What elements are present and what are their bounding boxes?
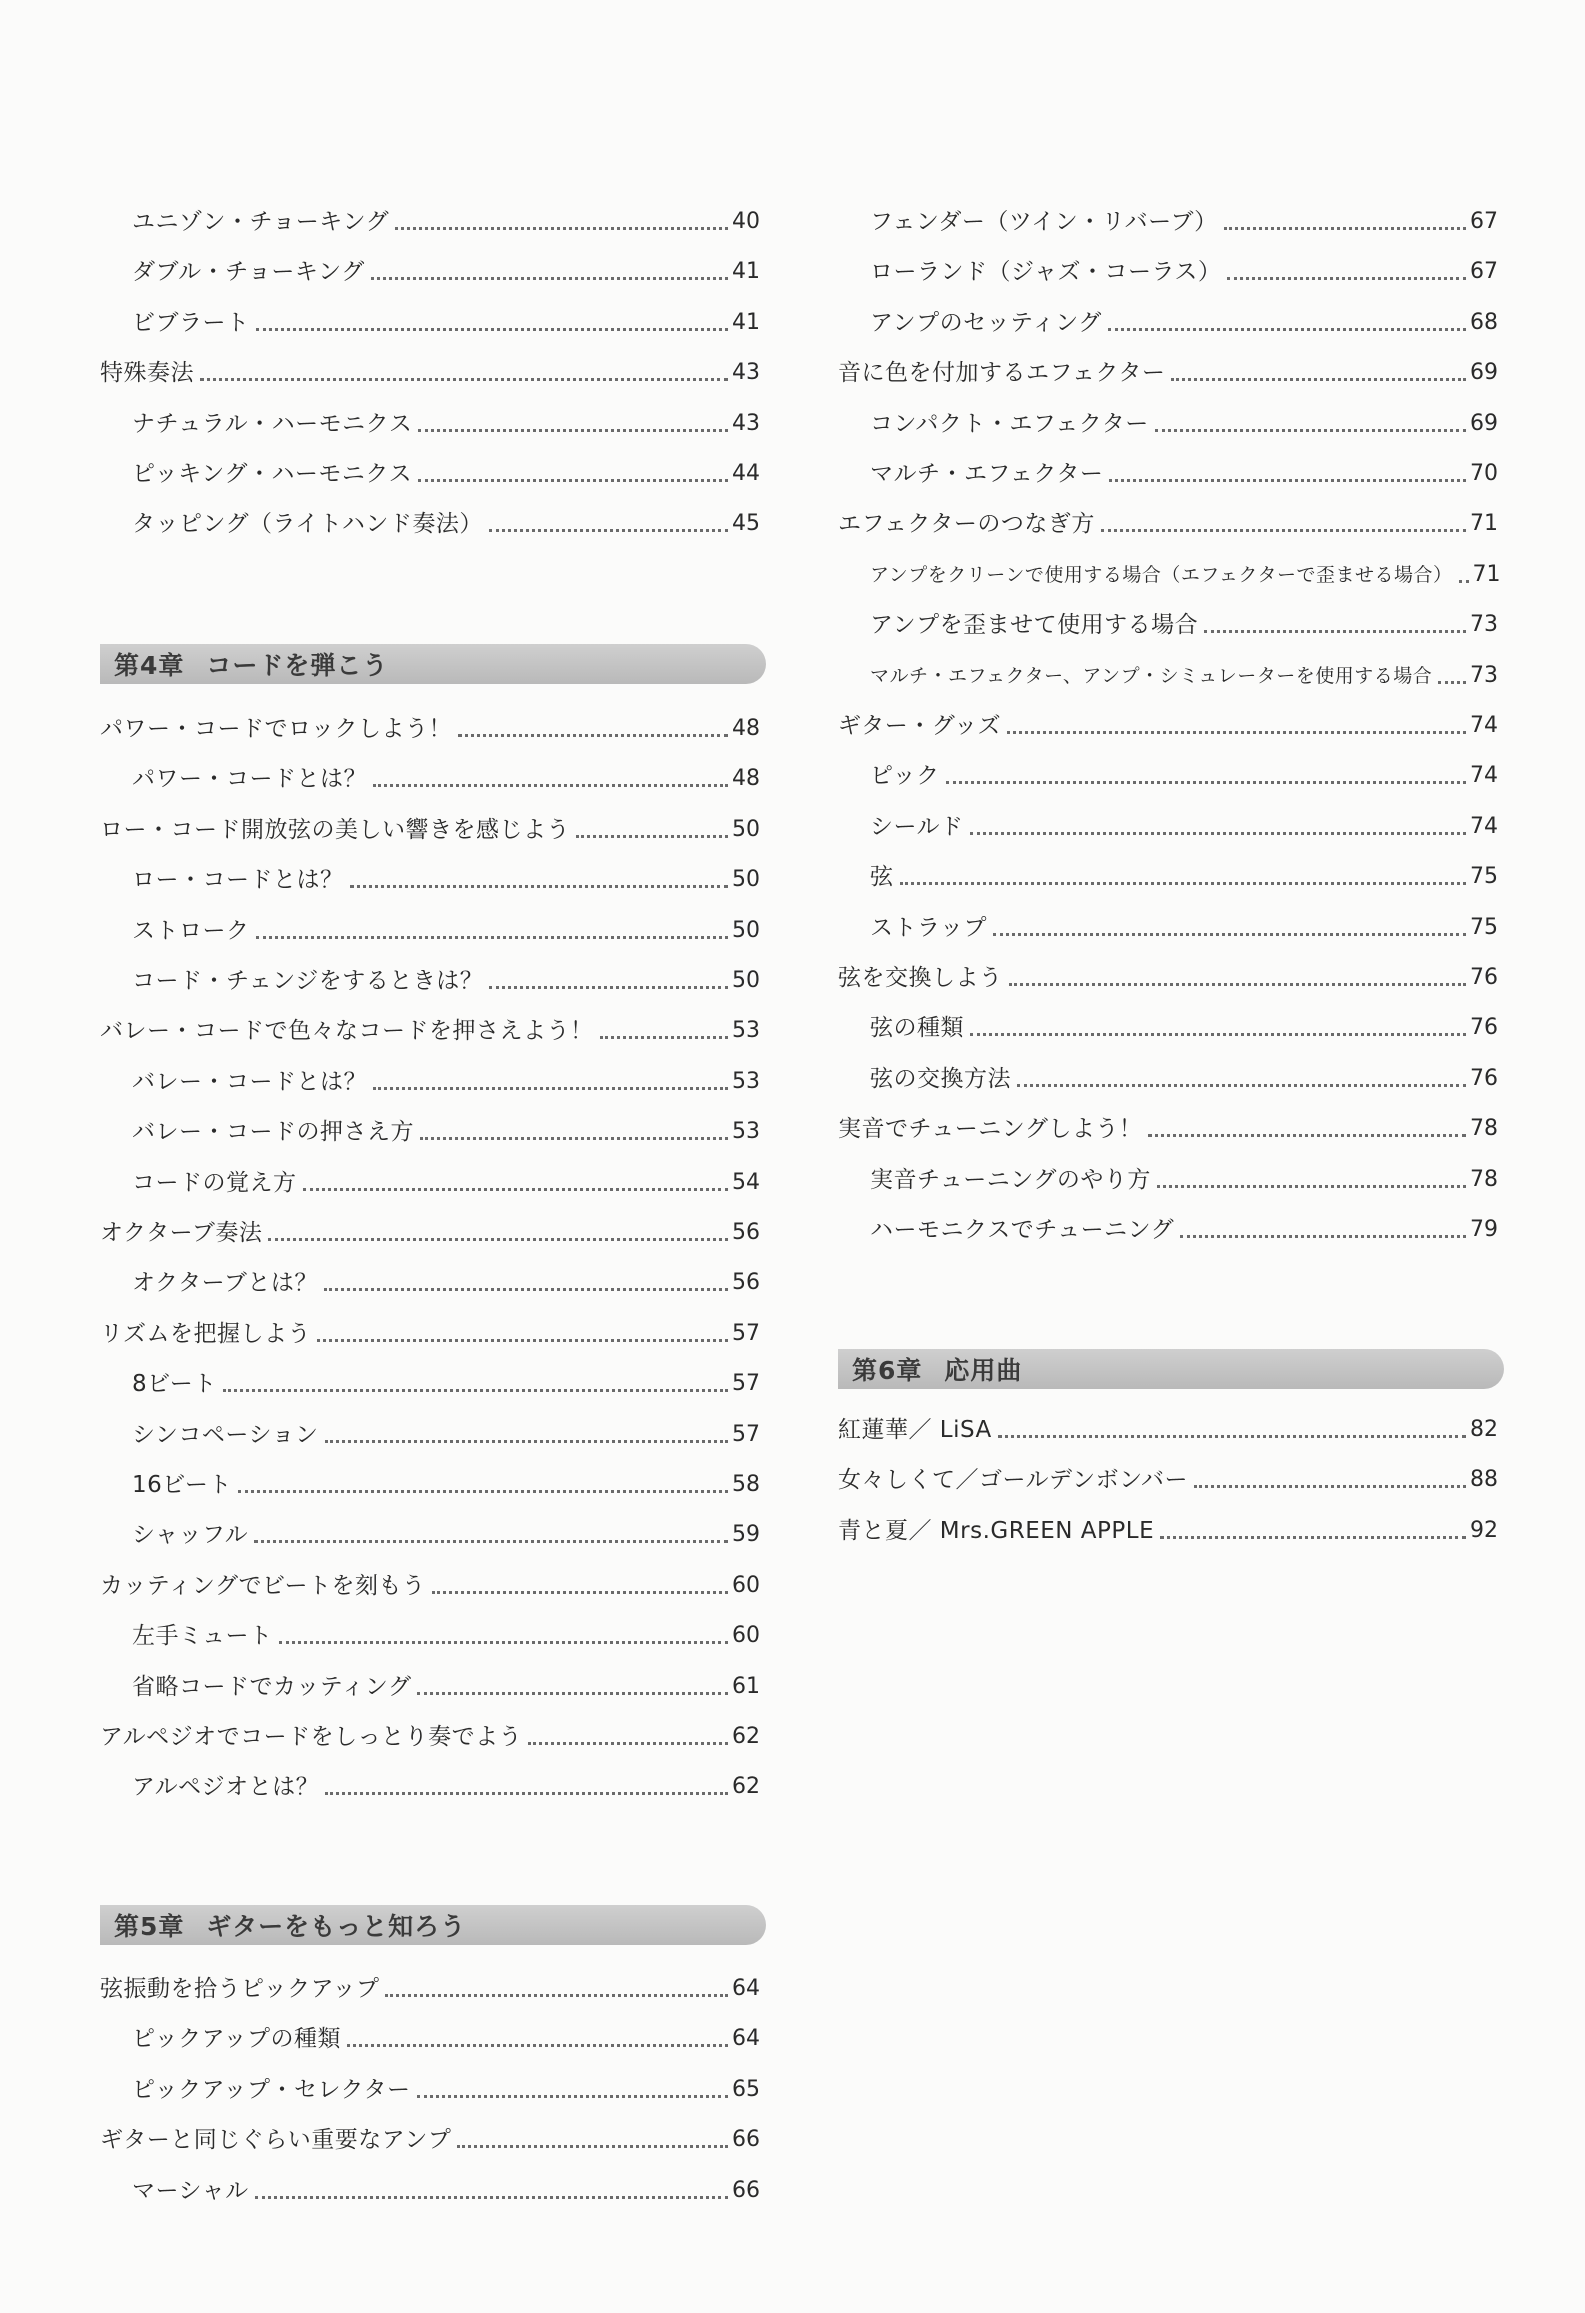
toc-entry[interactable] (838, 659, 1498, 693)
toc-entry-page-number: 60 (732, 1623, 760, 1649)
toc-entry[interactable] (838, 205, 1498, 239)
toc-entry[interactable] (100, 712, 760, 746)
toc-entry[interactable] (100, 255, 760, 289)
toc-entry-page-number: 53 (732, 1068, 760, 1094)
toc-entry-title: コンパクト・エフェクター (870, 410, 1149, 437)
dot-leader (324, 1288, 728, 1291)
toc-entry-page-number: 69 (1470, 360, 1498, 386)
toc-entry[interactable] (100, 1014, 760, 1048)
dot-leader (1017, 1084, 1466, 1087)
toc-entry-page-number: 57 (732, 1371, 760, 1397)
dot-leader (998, 1435, 1466, 1438)
toc-entry-title: ロー・コードとは？ (132, 867, 344, 894)
dot-leader (373, 784, 728, 787)
toc-entry[interactable] (100, 1569, 760, 1603)
toc-entry-title: アンプを歪ませて使用する場合 (870, 612, 1199, 639)
toc-entry-title: ピックアップの種類 (132, 2026, 341, 2053)
toc-entry-title: バレー・コードで色々なコードを押さえよう！ (100, 1018, 594, 1045)
toc-entry-title: マルチ・エフェクター (870, 461, 1104, 487)
toc-entry[interactable] (838, 1213, 1498, 1247)
toc-entry-page-number: 71 (1472, 561, 1501, 587)
toc-entry-page-number: 44 (732, 461, 760, 486)
dot-leader (350, 885, 729, 888)
dot-leader (970, 1033, 1466, 1036)
toc-entry-title: タッピング（ライトハンド奏法） (132, 511, 483, 538)
toc-entry[interactable] (838, 507, 1498, 541)
toc-entry-title: 特殊奏法 (100, 360, 194, 387)
toc-entry[interactable] (100, 2022, 760, 2056)
toc-entry[interactable] (100, 2123, 760, 2157)
toc-entry-title: ナチュラル・ハーモニクス (132, 410, 413, 437)
toc-entry-title: マルチ・エフェクター、アンプ・シミュレーターを使用する場合 (870, 664, 1433, 687)
toc-entry-title: 女々しくて／ゴールデンボンバー (838, 1467, 1188, 1494)
toc-entry-page-number: 60 (732, 1572, 760, 1598)
toc-entry-title: アンプをクリーンで使用する場合（エフェクターで歪ませる場合） (870, 563, 1453, 586)
dot-leader (1227, 277, 1466, 280)
dot-leader (1157, 1185, 1466, 1188)
toc-entry-title: カッティングでビートを刻もう (100, 1572, 426, 1599)
toc-entry-page-number: 53 (732, 1119, 760, 1145)
toc-entry-page-number: 48 (732, 766, 760, 792)
dot-leader (417, 1692, 728, 1695)
dot-leader (1194, 1485, 1466, 1488)
toc-entry-title: ギター・グッズ (838, 713, 1002, 739)
toc-entry-page-number: 62 (732, 1774, 760, 1800)
toc-entry-page-number: 68 (1470, 309, 1498, 335)
toc-entry-page-number: 50 (732, 917, 760, 943)
toc-entry-page-number: 41 (732, 259, 760, 285)
toc-entry-page-number: 74 (1470, 713, 1498, 738)
toc-entry[interactable] (838, 558, 1501, 592)
toc-entry-page-number: 67 (1470, 209, 1498, 234)
toc-entry-title: 紅蓮華／ LiSA (838, 1417, 992, 1443)
toc-entry[interactable] (838, 1062, 1498, 1096)
toc-entry-title: ギターと同じぐらい重要なアンプ (100, 2127, 452, 2154)
dot-leader (458, 734, 728, 737)
toc-entry[interactable] (838, 255, 1498, 289)
toc-entry[interactable] (100, 457, 760, 491)
toc-entry-title: ハーモニクスでチューニング (870, 1217, 1175, 1243)
dot-leader (600, 1036, 729, 1039)
toc-entry-title: ビブラート (132, 309, 250, 336)
dot-leader (418, 429, 728, 432)
toc-entry-title: リズムを把握しよう (100, 1320, 312, 1347)
toc-entry-page-number: 79 (1470, 1217, 1498, 1242)
chapter-title: ギターをもっと知ろう (206, 1912, 467, 1941)
toc-entry-title: 弦を交換しよう (838, 965, 1003, 991)
toc-entry[interactable] (100, 1367, 760, 1401)
toc-entry[interactable] (838, 810, 1498, 844)
toc-entry-page-number: 61 (732, 1673, 760, 1699)
toc-entry[interactable] (100, 2174, 760, 2208)
toc-entry-page-number: 88 (1470, 1467, 1498, 1493)
toc-entry-page-number: 73 (1470, 612, 1498, 638)
dot-leader (371, 277, 728, 280)
toc-entry-title: シンコペーション (132, 1421, 319, 1448)
dot-leader (418, 479, 728, 482)
dot-leader (1180, 1235, 1466, 1238)
chapter-number: 第4章 (114, 651, 185, 680)
toc-entry-page-number: 67 (1470, 259, 1498, 285)
dot-leader (432, 1591, 728, 1594)
toc-entry-page-number: 50 (732, 867, 760, 893)
dot-leader (1160, 1536, 1466, 1539)
dot-leader (279, 1641, 728, 1644)
toc-entry[interactable] (100, 1770, 760, 1804)
dot-leader (946, 781, 1466, 784)
toc-entry[interactable] (100, 306, 760, 340)
toc-entry[interactable] (100, 1619, 760, 1653)
dot-leader (373, 1087, 728, 1090)
toc-entry-page-number: 64 (732, 1976, 760, 2001)
toc-entry-title: アルペジオとは？ (132, 1774, 320, 1801)
dot-leader (970, 832, 1466, 835)
chapter-heading (838, 1349, 1504, 1389)
toc-entry-page-number: 57 (732, 1421, 760, 1447)
toc-entry-title: 弦の交換方法 (870, 1065, 1011, 1092)
toc-entry-title: バレー・コードの押さえ方 (132, 1119, 414, 1146)
toc-entry-page-number: 40 (732, 209, 760, 234)
dot-leader (303, 1188, 729, 1191)
toc-entry-page-number: 58 (732, 1472, 760, 1497)
toc-entry[interactable] (838, 911, 1498, 945)
dot-leader (993, 933, 1466, 936)
dot-leader (200, 378, 728, 381)
toc-entry-page-number: 56 (732, 1270, 760, 1296)
toc-entry-page-number: 69 (1470, 410, 1498, 436)
toc-entry-page-number: 66 (732, 2177, 760, 2203)
toc-entry-page-number: 57 (732, 1320, 760, 1346)
toc-entry[interactable] (838, 961, 1498, 995)
toc-entry[interactable] (838, 709, 1498, 743)
dot-leader (1109, 479, 1466, 482)
toc-entry-title: オクターブとは？ (132, 1270, 318, 1297)
dot-leader (576, 835, 728, 838)
toc-entry-title: コード・チェンジをするときは？ (132, 968, 484, 994)
toc-entry-title: ストラップ (870, 914, 988, 941)
dot-leader (528, 1742, 728, 1745)
toc-entry[interactable] (100, 205, 760, 239)
toc-entry-page-number: 70 (1470, 461, 1498, 486)
chapter-heading (100, 644, 766, 684)
dot-leader (347, 2044, 728, 2047)
toc-entry-page-number: 74 (1470, 813, 1498, 839)
toc-entry-page-number: 50 (732, 816, 760, 842)
toc-entry-page-number: 43 (732, 360, 760, 386)
toc-entry-title: ピッキング・ハーモニクス (132, 461, 413, 487)
toc-entry-title: 弦 (870, 864, 894, 891)
toc-entry-page-number: 54 (732, 1169, 760, 1195)
toc-entry-title: フェンダー（ツイン・リバーブ） (870, 209, 1218, 235)
dot-leader (1101, 529, 1466, 532)
toc-entry-title: アンプのセッティング (870, 309, 1102, 336)
toc-entry-title: ダブル・チョーキング (132, 259, 365, 286)
dot-leader (325, 1440, 728, 1443)
dot-leader (268, 1238, 728, 1241)
dot-leader (417, 2095, 728, 2098)
toc-entry[interactable] (838, 860, 1498, 894)
toc-entry[interactable] (100, 1317, 760, 1351)
toc-entry[interactable] (100, 1720, 760, 1754)
toc-entry-page-number: 45 (732, 511, 760, 537)
toc-entry-title: シャッフル (132, 1522, 249, 1549)
dot-leader (1148, 1134, 1466, 1137)
toc-entry[interactable] (838, 1463, 1498, 1497)
dot-leader (1438, 681, 1466, 684)
toc-entry-title: 弦振動を拾うピックアップ (100, 1976, 380, 2002)
toc-entry[interactable] (100, 1670, 760, 1704)
toc-entry[interactable] (100, 1166, 760, 1200)
toc-entry-title: 実音チューニングのやり方 (870, 1166, 1151, 1193)
toc-entry-title: 左手ミュート (132, 1623, 273, 1650)
toc-entry-page-number: 76 (1470, 1015, 1498, 1041)
dot-leader (254, 1540, 728, 1543)
toc-entry-page-number: 92 (1470, 1517, 1498, 1543)
toc-entry-title: パワー・コードとは？ (132, 766, 367, 793)
dot-leader (1224, 227, 1466, 230)
toc-entry[interactable] (838, 1514, 1498, 1548)
toc-entry-page-number: 82 (1470, 1417, 1498, 1442)
dot-leader (489, 986, 728, 989)
dot-leader (317, 1339, 728, 1342)
toc-entry-page-number: 59 (732, 1522, 760, 1548)
toc-entry-page-number: 78 (1470, 1116, 1498, 1142)
toc-entry-title: シールド (870, 813, 964, 840)
toc-entry-title: ピックアップ・セレクター (132, 2076, 411, 2103)
chapter-heading (100, 1905, 766, 1945)
toc-entry-page-number: 76 (1470, 965, 1498, 990)
toc-entry-title: ロー・コード開放弦の美しい響きを感じよう (100, 816, 570, 843)
dot-leader (395, 227, 728, 230)
dot-leader (1009, 983, 1467, 986)
toc-entry-page-number: 62 (732, 1724, 760, 1749)
dot-leader (256, 328, 729, 331)
toc-entry-page-number: 76 (1470, 1065, 1498, 1091)
toc-entry[interactable] (838, 306, 1498, 340)
toc-entry[interactable] (838, 1413, 1498, 1447)
toc-entry[interactable] (100, 1418, 760, 1452)
toc-entry-page-number: 50 (732, 968, 760, 993)
dot-leader (256, 936, 729, 939)
chapter-number: 第6章 (852, 1356, 923, 1385)
toc-entry-page-number: 78 (1470, 1166, 1498, 1192)
toc-entry-title: ストローク (132, 917, 250, 944)
toc-entry-title: オクターブ奏法 (100, 1220, 263, 1246)
toc-entry[interactable] (100, 1518, 760, 1552)
toc-entry-page-number: 56 (732, 1220, 760, 1245)
toc-entry-page-number: 64 (732, 2026, 760, 2052)
toc-entry[interactable] (100, 863, 760, 897)
toc-entry[interactable] (100, 964, 760, 998)
toc-entry-page-number: 66 (732, 2127, 760, 2153)
chapter-title: コードを弾こう (206, 651, 389, 680)
toc-entry[interactable] (100, 1972, 760, 2006)
dot-leader (223, 1389, 728, 1392)
toc-entry-page-number: 71 (1470, 511, 1498, 537)
toc-entry-page-number: 75 (1470, 864, 1498, 890)
toc-entry[interactable] (100, 762, 760, 796)
toc-entry-title: マーシャル (132, 2177, 249, 2204)
toc-entry-title: バレー・コードとは？ (132, 1068, 367, 1095)
toc-entry[interactable] (100, 356, 760, 390)
toc-entry[interactable] (838, 407, 1498, 441)
toc-entry-title: 青と夏／ Mrs.GREEN APPLE (838, 1517, 1155, 1544)
toc-entry-title: コードの覚え方 (132, 1169, 297, 1196)
toc-entry-page-number: 74 (1470, 763, 1498, 789)
chapter-number: 第5章 (114, 1912, 185, 1941)
toc-entry[interactable] (100, 2073, 760, 2107)
toc-entry[interactable] (100, 1468, 760, 1502)
toc-entry-title: パワー・コードでロックしよう！ (100, 716, 453, 742)
toc-entry[interactable] (100, 1115, 760, 1149)
toc-entry[interactable] (100, 1266, 760, 1300)
toc-entry-title: ユニゾン・チョーキング (132, 209, 390, 235)
dot-leader (238, 1490, 728, 1493)
dot-leader (1204, 630, 1466, 633)
toc-entry-page-number: 73 (1470, 662, 1498, 688)
toc-entry-page-number: 75 (1470, 914, 1498, 940)
toc-entry[interactable] (838, 608, 1498, 642)
dot-leader (1459, 580, 1469, 583)
dot-leader (420, 1137, 728, 1140)
dot-leader (1171, 378, 1466, 381)
toc-entry-title: 音に色を付加するエフェクター (838, 360, 1166, 387)
dot-leader (1007, 731, 1466, 734)
toc-entry[interactable] (838, 457, 1498, 491)
dot-leader (900, 882, 1467, 885)
dot-leader (1155, 429, 1466, 432)
dot-leader (325, 1792, 728, 1795)
toc-entry-title: 省略コードでカッティング (132, 1673, 412, 1700)
toc-entry[interactable] (838, 1011, 1498, 1045)
toc-entry-page-number: 53 (732, 1018, 760, 1044)
toc-entry[interactable] (100, 914, 760, 948)
toc-entry-title: ローランド（ジャズ・コーラス） (870, 259, 1222, 286)
toc-entry-title: 8ビート (132, 1371, 217, 1398)
toc-entry-page-number: 41 (732, 309, 760, 335)
toc-entry[interactable] (838, 1163, 1498, 1197)
toc-entry-page-number: 43 (732, 410, 760, 436)
toc-entry-title: ピック (870, 763, 940, 790)
toc-entry-page-number: 48 (732, 716, 760, 741)
toc-entry-title: アルペジオでコードをしっとり奏でよう (100, 1724, 523, 1750)
dot-leader (1108, 328, 1466, 331)
toc-entry-title: 16ビート (132, 1472, 232, 1498)
toc-entry[interactable] (100, 813, 760, 847)
toc-entry[interactable] (838, 759, 1498, 793)
dot-leader (255, 2196, 728, 2199)
dot-leader (385, 1994, 728, 1997)
toc-entry[interactable] (100, 1216, 760, 1250)
toc-entry-title: 実音でチューニングしよう！ (838, 1116, 1143, 1143)
toc-entry[interactable] (100, 1065, 760, 1099)
dot-leader (457, 2145, 728, 2148)
toc-entry[interactable] (100, 507, 760, 541)
toc-entry[interactable] (838, 356, 1498, 390)
toc-entry-title: エフェクターのつなぎ方 (838, 511, 1095, 538)
dot-leader (489, 529, 728, 532)
toc-entry-title: 弦の種類 (870, 1015, 964, 1042)
toc-entry[interactable] (838, 1112, 1498, 1146)
toc-entry-page-number: 65 (732, 2076, 760, 2102)
chapter-title: 応用曲 (944, 1356, 1023, 1385)
toc-entry[interactable] (100, 407, 760, 441)
